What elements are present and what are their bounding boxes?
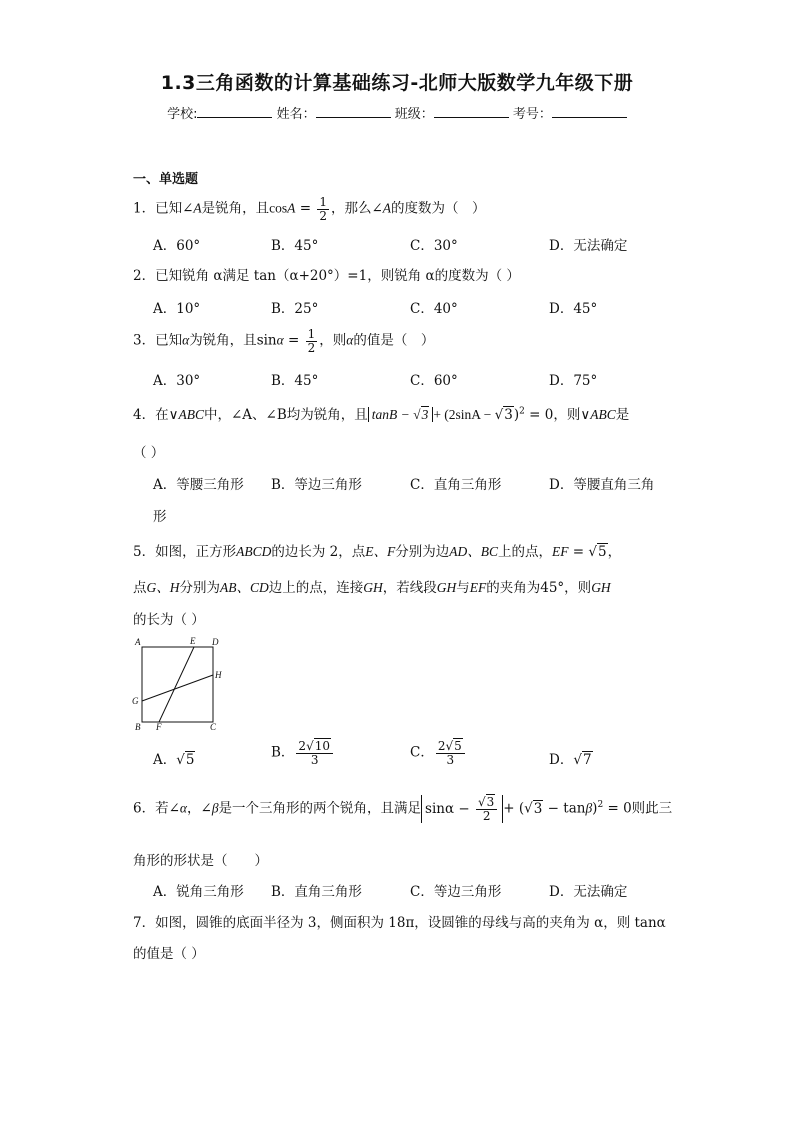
- student-info-line: [0, 103, 794, 122]
- school-label: 学校:: [167, 107, 198, 122]
- square-figure: [130, 634, 230, 734]
- school-blank[interactable]: [197, 105, 272, 118]
- question-4: 4．在∨ABC中，∠A、∠B均为锐角，且 $\tan B - √3 + (2\sin A - √3)^2 = 0$，则∨ABC是: [133, 406, 630, 423]
- question-2: 2．已知锐角 α满足 tan（α+20°）=1，则锐角 α的度数为（ ）: [133, 268, 520, 284]
- q2-option-a[interactable]: A．10°: [153, 301, 201, 317]
- class-label: 班级：: [394, 107, 434, 122]
- segment-ef: [159, 647, 194, 722]
- question-5: 5．如图，正方形ABCD的边长为 2，点E、F分别为边AD、BC上的点，EF = √5，: [133, 544, 622, 560]
- question-5-line3: 的长为（ ）: [133, 612, 205, 628]
- question-4-cont: （ ）: [133, 445, 165, 461]
- label-c: C: [210, 722, 217, 732]
- class-blank[interactable]: [434, 105, 509, 118]
- question-7: 7．如图，圆锥的底面半径为 3，侧面积为 18π，设圆锥的母线与高的夹角为 α，则 tanα: [133, 915, 666, 931]
- square-abcd: [142, 647, 213, 722]
- q6-option-b[interactable]: B．直角三角形: [271, 884, 362, 900]
- name-blank[interactable]: [316, 105, 391, 118]
- absolute-value-expr: sinα − $\frac{√3}{2}$: [421, 795, 503, 823]
- q6-option-d[interactable]: D．无法确定: [549, 884, 628, 900]
- question-5-line2: 点G、H分别为AB、CD边上的点，连接GH，若线段GH与EF的夹角为45°，则GH: [133, 580, 611, 596]
- q6-option-c[interactable]: C．等边三角形: [410, 884, 502, 900]
- q5-option-d[interactable]: D．√7: [549, 752, 592, 768]
- q5-option-b[interactable]: B． $\frac{2√10}{3}$: [271, 740, 335, 766]
- q1-option-a[interactable]: A．60°: [153, 238, 201, 254]
- q3-option-a[interactable]: A．30°: [153, 373, 201, 389]
- name-label: 姓名：: [276, 107, 316, 122]
- segment-gh: [142, 675, 213, 701]
- question-3: 3．已知α为锐角，且sinα = $\frac{1}{2}$ ，则α的值是（ ）: [133, 327, 435, 355]
- q2-option-d[interactable]: D．45°: [549, 301, 598, 317]
- section-heading: 一、单选题: [133, 172, 199, 187]
- label-h: H: [215, 670, 222, 680]
- label-d: D: [212, 637, 219, 647]
- q1-option-d[interactable]: D．无法确定: [549, 238, 628, 254]
- q5-option-c[interactable]: C． $\frac{2√5}{3}$: [410, 740, 467, 766]
- q2-option-c[interactable]: C．40°: [410, 301, 458, 317]
- label-a: A: [135, 637, 141, 647]
- q4-option-b[interactable]: B．等边三角形: [271, 477, 362, 493]
- label-f: F: [156, 722, 162, 732]
- q3-option-d[interactable]: D．75°: [549, 373, 598, 389]
- label-b: B: [135, 722, 141, 732]
- q4-option-a[interactable]: A．等腰三角形: [153, 477, 244, 493]
- page-title: 1.3三角函数的计算基础练习-北师大版数学九年级下册: [160, 72, 634, 94]
- exam-no-label: 考号：: [512, 107, 552, 122]
- q1-option-b[interactable]: B．45°: [271, 238, 319, 254]
- question-7-cont: 的值是（ ）: [133, 946, 205, 962]
- label-e: E: [190, 636, 196, 646]
- absolute-value-expr: tanB − √3: [368, 407, 434, 422]
- question-6: 6．若∠α，∠β是一个三角形的两个锐角，且满足 sinα − $\frac{√3}{2}$ + $(√3 - \tan\beta)^2 = 0$则此三: [133, 795, 673, 823]
- question-6-cont: 角形的形状是（ ）: [133, 853, 268, 869]
- fraction: $\frac{1}{2}$: [319, 195, 327, 223]
- q3-option-c[interactable]: C．60°: [410, 373, 458, 389]
- exam-no-blank[interactable]: [552, 105, 627, 118]
- q4-option-c[interactable]: C．直角三角形: [410, 477, 502, 493]
- q3-option-b[interactable]: B．45°: [271, 373, 319, 389]
- q4-option-d-wrap: 形: [153, 509, 167, 525]
- label-g: G: [132, 696, 139, 706]
- q2-option-b[interactable]: B．25°: [271, 301, 319, 317]
- question-1: 1．已知∠A是锐角，且cosA = $\frac{1}{2}$ ，那么∠A的度数为（ ）: [133, 195, 486, 223]
- q5-option-a[interactable]: A．√5: [153, 752, 195, 768]
- q1-option-c[interactable]: C．30°: [410, 238, 458, 254]
- fraction: $\frac{1}{2}$: [307, 327, 316, 355]
- q6-option-a[interactable]: A．锐角三角形: [153, 884, 244, 900]
- q4-option-d[interactable]: D．等腰直角三角: [549, 477, 655, 493]
